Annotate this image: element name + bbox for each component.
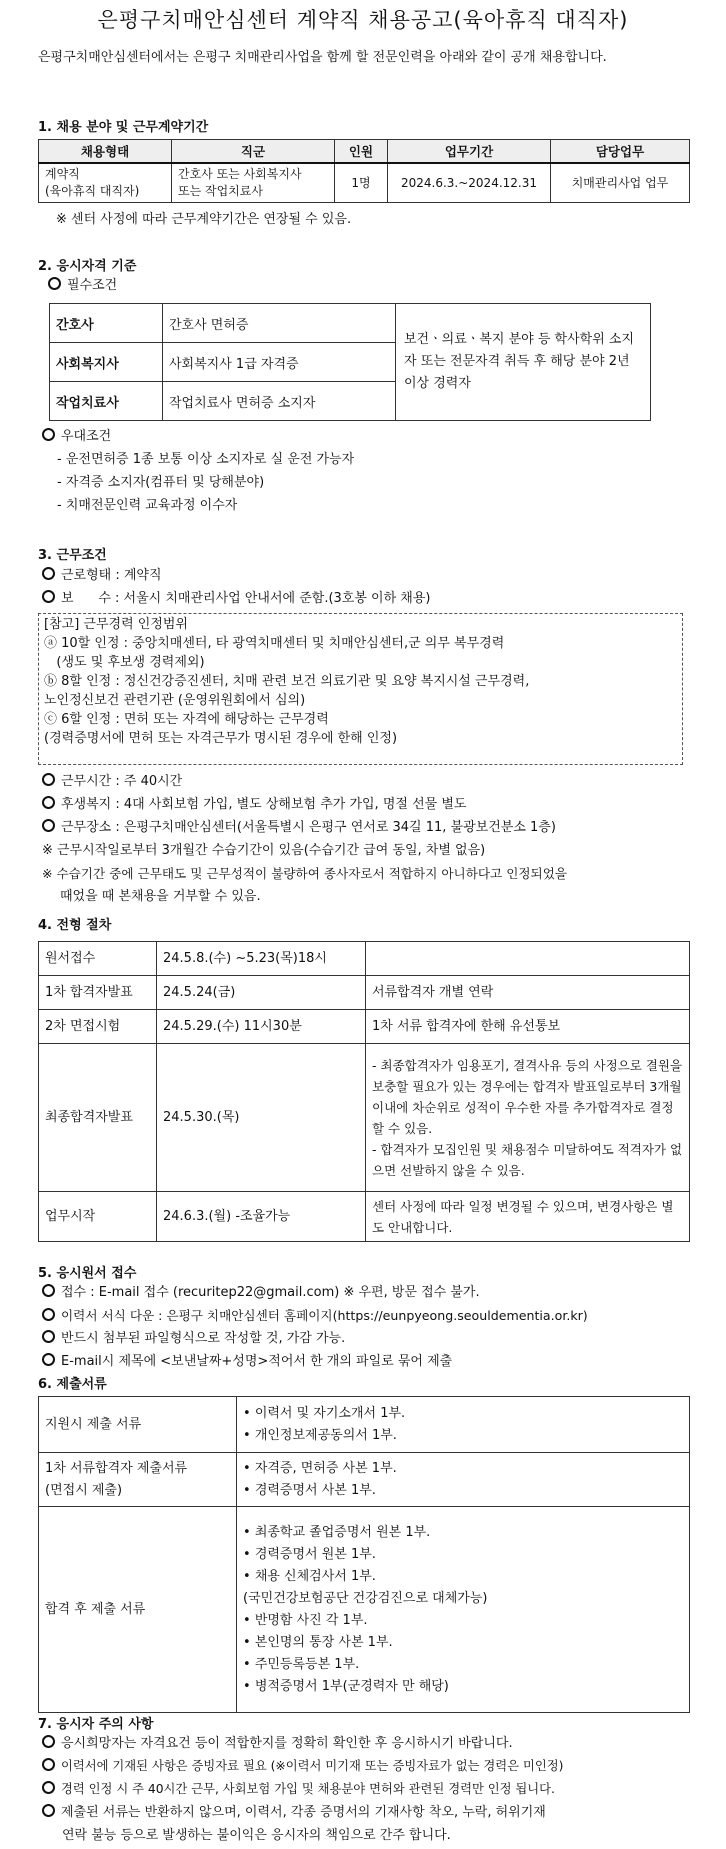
application-item: E-mail시 제목에 <보낸날짜+성명>적어서 한 개의 파일로 묶어 제출 [42, 1352, 452, 1371]
list-item: • 이력서 및 자기소개서 1부. [243, 1403, 683, 1425]
probation-note: 때었을 때 본채용을 거부할 수 있음. [60, 889, 261, 904]
list-item: • 반명함 사진 각 1부. [243, 1610, 683, 1632]
salary: 보 수 : 서울시 치매관리사업 안내서에 준함.(3호봉 이하 채용) [42, 589, 430, 608]
table-header-row [39, 140, 690, 164]
intro-paragraph: 은평구치매안심센터에서는 은평구 치매관리사업을 함께 할 전문인력을 아래와 같이 공개 채용합니다. [38, 50, 607, 65]
header-cell: 담당업무 [551, 140, 690, 164]
list-item: • 채용 신체검사서 1부. (국민건강보험공단 건강검진으로 대체가능) [243, 1566, 683, 1610]
list-item: • 개인정보제공동의서 1부. [243, 1425, 683, 1447]
table-row [39, 1044, 690, 1192]
qualification-value: 사회복지사 1급 자격증 [163, 343, 396, 382]
reference-line: ⓐ 10할 인정 : 중앙치매센터, 타 광역치매센터 및 치매안심센터,군 의무 복무경력 [44, 636, 505, 651]
table-row [39, 1192, 690, 1242]
note-cell: 센터 사정에 따라 일정 변경될 수 있으며, 변경사항은 별도 안내합니다. [366, 1192, 690, 1242]
table-row [39, 163, 690, 203]
section-1-heading: 1. 채용 분야 및 근무계약기간 [38, 120, 209, 135]
qualification-label: 작업치료사 [50, 382, 163, 421]
note-cell: 서류합격자 개별 연락 [366, 976, 690, 1010]
circle-bullet-icon [42, 1781, 55, 1794]
list-item: • 자격증, 면허증 사본 1부. [243, 1458, 683, 1480]
caution-item: 제출된 서류는 반환하지 않으며, 이력서, 각종 증명서의 기재사항 착오, 누락, 허위기재 [42, 1803, 546, 1822]
list-item: • 경력증명서 원본 1부. [243, 1544, 683, 1566]
date-cell: 24.5.30.(목) [157, 1044, 366, 1192]
circle-bullet-icon [42, 590, 55, 603]
table-cell: 1명 [335, 163, 388, 203]
note-cell [366, 942, 690, 976]
circle-bullet-icon [42, 773, 55, 786]
preferred-item: - 운전면허증 1종 보통 이상 소지자로 실 운전 가능자 [57, 452, 355, 467]
application-item: 반드시 첨부된 파일형식으로 작성할 것, 가감 가능. [42, 1329, 345, 1348]
list-item: • 주민등록등본 1부. [243, 1654, 683, 1676]
required-conditions: 필수조건 [48, 276, 117, 295]
step-cell: 원서접수 [39, 942, 157, 976]
document-category: 합격 후 제출 서류 [39, 1507, 237, 1713]
preferred-conditions: 우대조건 [42, 427, 111, 446]
date-cell: 24.5.8.(수) ~5.23(목)18시 [157, 942, 366, 976]
documents-table [38, 1396, 690, 1713]
date-cell: 24.6.3.(월) -조율가능 [157, 1192, 366, 1242]
section-1-note: ※ 센터 사정에 따라 근무계약기간은 연장될 수 있음. [56, 212, 352, 227]
caution-item: 경력 인정 시 주 40시간 근무, 사회보험 가입 및 채용분야 면허와 관련된 경력만 인정 됩니다. [42, 1780, 555, 1799]
section-2-heading: 2. 응시자격 기준 [38, 259, 137, 274]
reference-line: (생도 및 후보생 경력제외) [44, 655, 205, 670]
table-row [39, 942, 690, 976]
common-requirement: 보건ㆍ의료ㆍ복지 분야 등 학사학위 소지자 또는 전문자격 취득 후 해당 분야 2년 이상 경력자 [396, 304, 651, 421]
circle-bullet-icon [42, 567, 55, 580]
list-item: • 본인명의 통장 사본 1부. [243, 1632, 683, 1654]
preferred-item: - 치매전문인력 교육과정 이수자 [57, 498, 238, 513]
section-7-heading: 7. 응시자 주의 사항 [38, 1717, 154, 1732]
circle-bullet-icon [42, 428, 55, 441]
note-cell: - 최종합격자가 임용포기, 결격사유 등의 사정으로 결원을 보충할 필요가 있는 경우에는 합격자 발표일로부터 3개월 이내에 차순위로 성적이 우수한 자를 추가합격자로 결정할 수 있음. - 합격자가 모집인원 및 채용점수 미달하여도 적격자가 없으면 선발하지 않을 수 있음. [366, 1044, 690, 1192]
circle-bullet-icon [42, 1330, 55, 1343]
qualification-label: 사회복지사 [50, 343, 163, 382]
qualification-value: 간호사 면허증 [163, 304, 396, 343]
circle-bullet-icon [42, 1735, 55, 1748]
document-category: 지원시 제출 서류 [39, 1397, 237, 1453]
table-cell: 치매관리사업 업무 [551, 163, 690, 203]
circle-bullet-icon [42, 1804, 55, 1817]
document-category: 1차 서류합격자 제출서류 (면접시 제출) [39, 1453, 237, 1507]
circle-bullet-icon [48, 277, 61, 290]
section-3-heading: 3. 근무조건 [38, 548, 107, 563]
reference-line: (경력증명서에 면허 또는 자격근무가 명시된 경우에 한해 인정) [44, 731, 398, 746]
table-cell: 2024.6.3.~2024.12.31 [388, 163, 551, 203]
employment-table [38, 139, 690, 203]
document-list [237, 1397, 690, 1453]
date-cell: 24.5.24(금) [157, 976, 366, 1010]
date-cell: 24.5.29.(수) 11시30분 [157, 1010, 366, 1044]
list-item: • 경력증명서 사본 1부. [243, 1480, 683, 1502]
header-cell: 채용형태 [39, 140, 172, 164]
reference-line: [참고] 근무경력 인정범위 [44, 617, 188, 632]
step-cell: 업무시작 [39, 1192, 157, 1242]
circle-bullet-icon [42, 819, 55, 832]
probation-note: ※ 근무시작일로부터 3개월간 수습기간이 있음(수습기간 급여 동일, 차별 없음) [42, 843, 486, 858]
section-5-heading: 5. 응시원서 접수 [38, 1266, 137, 1281]
work-hours: 근무시간 : 주 40시간 [42, 772, 182, 791]
qualification-table [49, 303, 651, 421]
circle-bullet-icon [42, 1353, 55, 1366]
preferred-item: - 자격증 소지자(컴퓨터 및 당해분야) [57, 475, 265, 490]
selection-process-table [38, 941, 690, 1242]
list-item: • 병적증명서 1부(군경력자 만 해당) [243, 1676, 683, 1698]
table-cell: 간호사 또는 사회복지사 또는 작업치료사 [172, 163, 335, 203]
qualification-value: 작업치료사 면허증 소지자 [163, 382, 396, 421]
table-row [39, 1010, 690, 1044]
section-4-heading: 4. 전형 절차 [38, 918, 112, 933]
circle-bullet-icon [42, 796, 55, 809]
table-row [39, 1507, 690, 1713]
circle-bullet-icon [42, 1308, 55, 1321]
step-cell: 2차 면접시험 [39, 1010, 157, 1044]
note-cell: 1차 서류 합격자에 한해 유선통보 [366, 1010, 690, 1044]
table-row [39, 976, 690, 1010]
page-title: 은평구치매안심센터 계약직 채용공고(육아휴직 대직자) [97, 8, 629, 32]
probation-note: ※ 수습기간 중에 근무태도 및 근무성적이 불량하여 종사자로서 적합하지 아니하다고 인정되었을 [42, 866, 568, 881]
header-cell: 인원 [335, 140, 388, 164]
table-row [50, 304, 651, 343]
application-item: 이력서 서식 다운 : 은평구 치매안심센터 홈페이지(https://eunpyeong.seouldementia.or.kr) [42, 1306, 588, 1325]
section-6-heading: 6. 제출서류 [38, 1377, 107, 1392]
reference-line: 노인정신보건 관련기관 (운영위원회에서 심의) [44, 693, 306, 708]
list-item: • 최종학교 졸업증명서 원본 1부. [243, 1522, 683, 1544]
qualification-label: 간호사 [50, 304, 163, 343]
table-row [39, 1453, 690, 1507]
work-type: 근로형태 : 계약직 [42, 566, 162, 585]
header-cell: 직군 [172, 140, 335, 164]
caution-item: 응시희망자는 자격요건 등이 적합한지를 정확히 확인한 후 응시하시기 바랍니다. [42, 1734, 513, 1753]
circle-bullet-icon [42, 1284, 55, 1297]
step-cell: 최종합격자발표 [39, 1044, 157, 1192]
document-list [237, 1453, 690, 1507]
table-row [39, 1397, 690, 1453]
career-reference-box [38, 613, 683, 765]
header-cell: 업무기간 [388, 140, 551, 164]
caution-tail: 연락 불능 등으로 발생하는 불이익은 응시자의 책임으로 간주 합니다. [62, 1828, 451, 1843]
step-cell: 1차 합격자발표 [39, 976, 157, 1010]
reference-line: ⓑ 8할 인정 : 정신건강증진센터, 치매 관련 보건 의료기관 및 요양 복지시설 근무경력, [44, 674, 530, 689]
circle-bullet-icon [42, 1758, 55, 1771]
reference-line: ⓒ 6할 인정 : 면허 또는 자격에 해당하는 근무경력 [44, 712, 329, 727]
table-cell: 계약직 (육아휴직 대직자) [39, 163, 172, 203]
work-location: 근무장소 : 은평구치매안심센터(서울특별시 은평구 연서로 34길 11, 불광보건분소 1층) [42, 818, 556, 837]
welfare: 후생복지 : 4대 사회보험 가입, 별도 상해보험 추가 가입, 명절 선물 별도 [42, 795, 466, 814]
caution-item: 이력서에 기재된 사항은 증빙자료 필요 (※이력서 미기재 또는 증빙자료가 없는 경력은 미인정) [42, 1757, 563, 1776]
application-item: 접수 : E-mail 접수 (recuritep22@gmail.com) ※ 우편, 방문 접수 불가. [42, 1283, 480, 1302]
document-list [237, 1507, 690, 1713]
